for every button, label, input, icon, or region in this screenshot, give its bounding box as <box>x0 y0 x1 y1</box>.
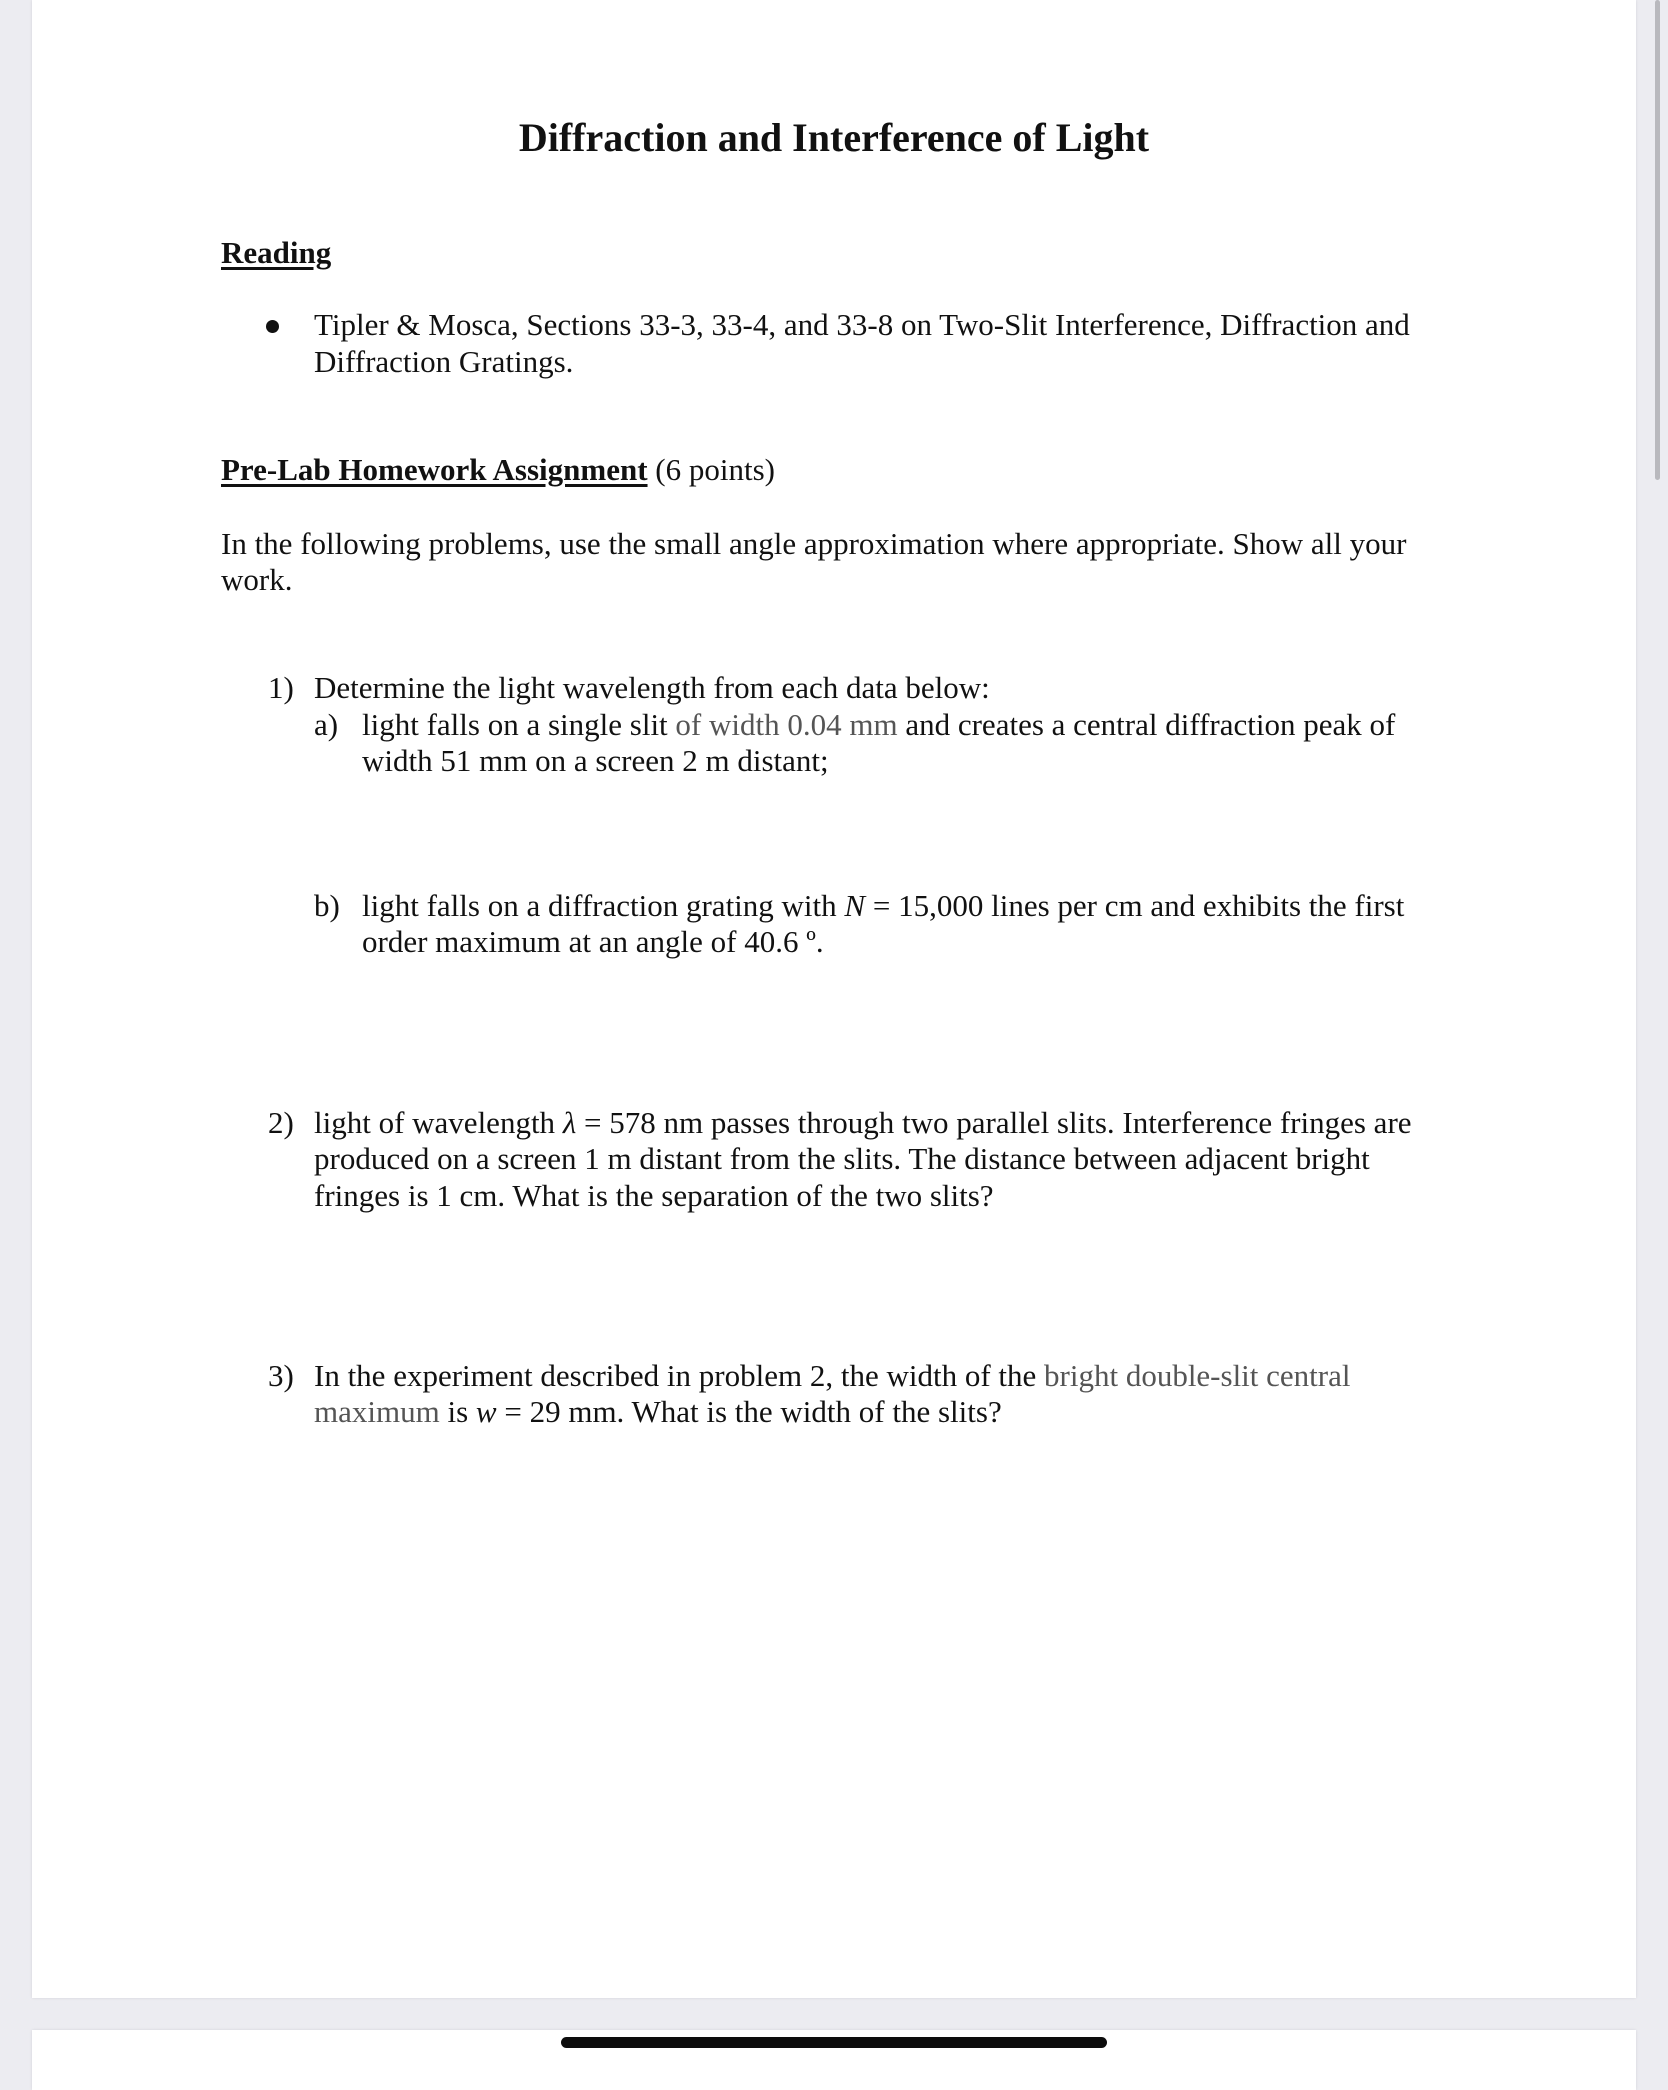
problem-3-text-mid: is <box>439 1394 476 1429</box>
problem-1b-text-end: = 15,000 lines per cm and exhibits the first <box>865 888 1405 923</box>
problem-2-line2: produced on a screen 1 m distant from the slits. The distance between adjacent bright <box>314 1141 1370 1176</box>
problem-1-text: Determine the light wavelength from each data below: <box>314 670 990 705</box>
problem-2-number: 2) <box>268 1105 294 1140</box>
problem-1a-text-start: light falls on a single slit <box>362 707 676 742</box>
problem-2-line1 <box>314 1105 1412 1141</box>
scrollbar-thumb[interactable] <box>1655 0 1660 480</box>
prelab-intro-line2: work. <box>221 562 293 597</box>
problem-3-number: 3) <box>268 1358 294 1393</box>
problem-1b-label: b) <box>314 888 340 923</box>
reading-bullet-line2: Diffraction Gratings. <box>314 344 574 379</box>
problem-1-number: 1) <box>268 670 294 705</box>
problem-2-var: λ <box>562 1105 577 1140</box>
problem-3-var: w <box>475 1394 497 1429</box>
problem-3-line1 <box>314 1358 1351 1394</box>
problem-2-text-end: = 578 nm passes through two parallel slits. Interference fringes are <box>576 1105 1412 1140</box>
problem-3-text-end: = 29 mm. What is the width of the slits? <box>496 1394 1002 1429</box>
problem-1a-text-end: and creates a central diffraction peak of <box>897 707 1396 742</box>
prelab-points: (6 points) <box>647 452 775 487</box>
reading-bullet-line1: Tipler & Mosca, Sections 33-3, 33-4, and 33-8 on Two-Slit Interference, Diffraction and <box>314 307 1410 342</box>
prelab-heading-line <box>221 452 775 488</box>
problem-1b-text-start: light falls on a diffraction grating with <box>362 888 845 923</box>
problem-3-text-gray: bright double-slit central <box>1044 1358 1351 1393</box>
document-page <box>32 0 1636 1998</box>
document-title: Diffraction and Interference of Light <box>518 115 1150 160</box>
problem-3-text-gray2: maximum <box>314 1394 440 1429</box>
problem-1b-line1 <box>362 888 1404 924</box>
problem-1b-var: N <box>844 888 866 923</box>
problem-1a-text-gray: of width 0.04 mm <box>675 707 898 742</box>
problem-3-text-start: In the experiment described in problem 2, the width of the <box>314 1358 1045 1393</box>
problem-2-text-start: light of wavelength <box>314 1105 563 1140</box>
problem-1b-line2: order maximum at an angle of 40.6 º. <box>362 924 824 959</box>
prelab-heading: Pre-Lab Homework Assignment <box>221 452 648 487</box>
problem-3-line2 <box>314 1394 1002 1430</box>
prelab-intro-line1: In the following problems, use the small angle approximation where appropriate. Show all your <box>221 526 1407 561</box>
problem-1a-line1 <box>362 707 1395 743</box>
bullet-dot <box>266 320 279 333</box>
home-indicator[interactable] <box>561 2037 1107 2048</box>
problem-2-line3: fringes is 1 cm. What is the separation of the two slits? <box>314 1178 994 1213</box>
reading-heading: Reading <box>221 235 332 270</box>
problem-1a-line2: width 51 mm on a screen 2 m distant; <box>362 743 829 778</box>
problem-1a-label: a) <box>314 707 339 742</box>
